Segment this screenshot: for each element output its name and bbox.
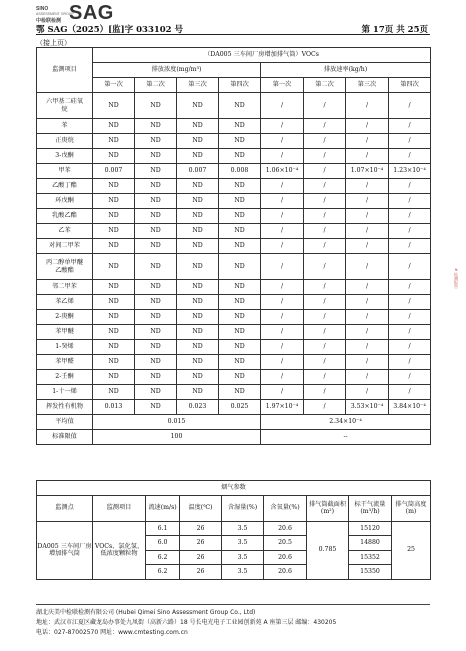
table-row bbox=[37, 400, 431, 415]
limit-row bbox=[37, 430, 431, 445]
table-cell: 1.07×10⁻⁴ bbox=[346, 164, 389, 179]
table-row bbox=[37, 239, 431, 254]
table-cell: / bbox=[304, 239, 346, 254]
table-cell: ND bbox=[219, 280, 261, 295]
table-row bbox=[37, 209, 431, 224]
table-cell: / bbox=[261, 194, 304, 209]
footer-address: 地址：武汉市江夏区藏龙岛办事处九凤街（高新六路）18 号长电光电子工业园创新苑 A 座第三层 邮编：430205 bbox=[36, 619, 337, 626]
table-cell: ND bbox=[135, 93, 177, 119]
table-cell: ND bbox=[93, 224, 135, 239]
table-row bbox=[37, 93, 431, 119]
table-cell: / bbox=[261, 134, 304, 149]
table-cell: 3.53×10⁻⁴ bbox=[346, 400, 389, 415]
table-cell: ND bbox=[135, 280, 177, 295]
table-cell: 0.007 bbox=[177, 164, 219, 179]
table-row bbox=[37, 280, 431, 295]
temp-header: 温度(℃) bbox=[180, 495, 222, 521]
limit-concentration: 100 bbox=[93, 430, 261, 445]
continued-note: （接上页） bbox=[36, 39, 71, 47]
table-cell: ND bbox=[219, 194, 261, 209]
table-cell: / bbox=[346, 254, 389, 280]
dry-flow-header: 标干气流量(m³/h) bbox=[349, 495, 392, 521]
moisture-header: 含湿量(%) bbox=[222, 495, 264, 521]
item-column-header: 监测项目 bbox=[37, 48, 93, 93]
temp-cell: 26 bbox=[180, 550, 222, 565]
flow-cell: 6.2 bbox=[146, 550, 180, 565]
table-row bbox=[37, 370, 431, 385]
table-cell: / bbox=[389, 325, 431, 340]
table-cell: ND bbox=[93, 119, 135, 134]
table-cell: / bbox=[389, 224, 431, 239]
table-cell: ND bbox=[219, 93, 261, 119]
oxygen-header: 含氧量(%) bbox=[264, 495, 307, 521]
area-cell: 0.785 bbox=[307, 521, 349, 579]
table-cell: / bbox=[304, 340, 346, 355]
logo-top-text: SINO bbox=[36, 6, 49, 12]
point-header: 监测点 bbox=[37, 495, 93, 521]
table-cell: / bbox=[304, 370, 346, 385]
table-cell: / bbox=[261, 254, 304, 280]
table-cell: ND bbox=[135, 239, 177, 254]
table-cell: ND bbox=[219, 325, 261, 340]
table-cell: ND bbox=[93, 239, 135, 254]
table-cell: / bbox=[261, 209, 304, 224]
oxygen-cell: 20.6 bbox=[264, 565, 307, 580]
pollutant-name: 挥发性有机物 bbox=[37, 400, 93, 415]
table-cell: / bbox=[389, 149, 431, 164]
run-header: 第三次 bbox=[346, 78, 389, 93]
table-cell: / bbox=[261, 370, 304, 385]
limit-rate: -- bbox=[261, 430, 431, 445]
table-cell: / bbox=[304, 280, 346, 295]
table-cell: ND bbox=[177, 295, 219, 310]
table-cell: / bbox=[346, 355, 389, 370]
table-cell: / bbox=[389, 254, 431, 280]
concentration-header: 排放浓度(mg/m³) bbox=[93, 63, 261, 78]
table-cell: / bbox=[389, 194, 431, 209]
logo-sub-text: ASSESSMENT GROUP bbox=[36, 12, 74, 16]
limit-label: 标准限值 bbox=[37, 430, 93, 445]
flue-gas-table bbox=[36, 480, 431, 580]
table-cell: / bbox=[304, 310, 346, 325]
table-cell: / bbox=[389, 385, 431, 400]
oxygen-cell: 20.6 bbox=[264, 550, 307, 565]
pollutant-name: 苯乙烯 bbox=[37, 295, 93, 310]
table-cell: ND bbox=[93, 295, 135, 310]
table-cell: / bbox=[304, 385, 346, 400]
table-cell: ND bbox=[135, 254, 177, 280]
run-header: 第一次 bbox=[261, 78, 304, 93]
table-cell: / bbox=[389, 310, 431, 325]
table-cell: ND bbox=[177, 310, 219, 325]
table-cell: / bbox=[261, 385, 304, 400]
table-cell: 1.06×10⁻⁴ bbox=[261, 164, 304, 179]
table-cell: ND bbox=[177, 340, 219, 355]
table-cell: ND bbox=[93, 194, 135, 209]
pollutant-name: 1-十一烯 bbox=[37, 385, 93, 400]
pollutant-name: 对间二甲苯 bbox=[37, 239, 93, 254]
table-cell: ND bbox=[93, 370, 135, 385]
table-cell: ND bbox=[93, 134, 135, 149]
oxygen-cell: 20.6 bbox=[264, 521, 307, 536]
report-number: 鄂 SAG（2025）[监]字 033102 号 bbox=[36, 25, 184, 35]
table-cell: ND bbox=[177, 254, 219, 280]
logo-sag-text: SAG bbox=[69, 2, 114, 24]
pollutant-name: 1-癸烯 bbox=[37, 340, 93, 355]
table-cell: / bbox=[304, 93, 346, 119]
area-header: 排气筒截面积(m²) bbox=[307, 495, 349, 521]
pollutant-name: 甲苯 bbox=[37, 164, 93, 179]
table-cell: / bbox=[261, 280, 304, 295]
table-cell: ND bbox=[93, 385, 135, 400]
table-cell: 0.008 bbox=[219, 164, 261, 179]
rate-header: 排放速率(kg/h) bbox=[261, 63, 431, 78]
table-cell: / bbox=[389, 209, 431, 224]
table-cell: ND bbox=[219, 209, 261, 224]
table-cell: / bbox=[389, 239, 431, 254]
table-cell: ND bbox=[177, 179, 219, 194]
table-cell: 3.84×10⁻⁴ bbox=[389, 400, 431, 415]
table-cell: / bbox=[304, 164, 346, 179]
dry-flow-cell: 15352 bbox=[349, 550, 392, 565]
moisture-cell: 3.5 bbox=[222, 565, 264, 580]
table-cell: / bbox=[346, 179, 389, 194]
average-label: 平均值 bbox=[37, 415, 93, 430]
table-cell: ND bbox=[93, 340, 135, 355]
table-cell: / bbox=[304, 224, 346, 239]
table-cell: ND bbox=[93, 254, 135, 280]
table-cell: ND bbox=[93, 280, 135, 295]
pollutant-name: 苯甲醚 bbox=[37, 325, 93, 340]
moisture-cell: 3.5 bbox=[222, 536, 264, 551]
monitoring-items: VOCs、氯化氢、低浓度颗粒物 bbox=[93, 521, 146, 579]
table-cell: / bbox=[304, 119, 346, 134]
pollutant-name: 乙苯 bbox=[37, 224, 93, 239]
footer-divider bbox=[36, 604, 430, 605]
average-concentration: 0.015 bbox=[93, 415, 261, 430]
flow-cell: 6.0 bbox=[146, 536, 180, 551]
table-cell: / bbox=[261, 93, 304, 119]
table-cell: ND bbox=[219, 149, 261, 164]
table-cell: ND bbox=[219, 310, 261, 325]
table-cell: ND bbox=[135, 325, 177, 340]
table-cell: ND bbox=[135, 355, 177, 370]
table-cell: ND bbox=[219, 119, 261, 134]
table-cell: ND bbox=[177, 280, 219, 295]
pollutant-name: 乳酸乙酯 bbox=[37, 209, 93, 224]
table-cell: ND bbox=[177, 119, 219, 134]
table-cell: ND bbox=[219, 134, 261, 149]
table-cell: / bbox=[346, 93, 389, 119]
table-cell: / bbox=[389, 355, 431, 370]
table-cell: / bbox=[261, 179, 304, 194]
table-cell: / bbox=[389, 370, 431, 385]
height-header: 排气筒高度(m) bbox=[392, 495, 431, 521]
table-cell: ND bbox=[135, 149, 177, 164]
table2-title: 烟气参数 bbox=[37, 481, 431, 496]
run-header: 第四次 bbox=[389, 78, 431, 93]
table-row bbox=[37, 295, 431, 310]
pollutant-name: 苯 bbox=[37, 119, 93, 134]
table-row bbox=[37, 385, 431, 400]
table-cell: ND bbox=[219, 254, 261, 280]
table-cell: / bbox=[261, 325, 304, 340]
table-cell: / bbox=[346, 239, 389, 254]
table-cell: / bbox=[346, 340, 389, 355]
item-header: 监测项目 bbox=[93, 495, 146, 521]
average-row bbox=[37, 415, 431, 430]
table-cell: ND bbox=[135, 310, 177, 325]
table-cell: / bbox=[389, 340, 431, 355]
table-cell: 1.97×10⁻⁴ bbox=[261, 400, 304, 415]
table-cell: / bbox=[261, 149, 304, 164]
table-cell: / bbox=[304, 325, 346, 340]
pollutant-name: 乙酸丁酯 bbox=[37, 179, 93, 194]
table-row bbox=[37, 164, 431, 179]
table-cell: / bbox=[304, 149, 346, 164]
table-cell: 1.23×10⁻⁴ bbox=[389, 164, 431, 179]
table-cell: ND bbox=[177, 93, 219, 119]
pollutant-name: 邻二甲苯 bbox=[37, 280, 93, 295]
pollutant-name: 正庚烷 bbox=[37, 134, 93, 149]
table-cell: / bbox=[346, 280, 389, 295]
table-cell: ND bbox=[177, 209, 219, 224]
table-row bbox=[37, 325, 431, 340]
table-cell: / bbox=[304, 355, 346, 370]
table-cell: / bbox=[389, 119, 431, 134]
table-cell: / bbox=[304, 194, 346, 209]
table-cell: 0.013 bbox=[93, 400, 135, 415]
oxygen-cell: 20.5 bbox=[264, 536, 307, 551]
table-row bbox=[37, 179, 431, 194]
table-cell: ND bbox=[135, 370, 177, 385]
average-rate: 2.34×10⁻⁴ bbox=[261, 415, 431, 430]
run-header: 第三次 bbox=[177, 78, 219, 93]
flow-cell: 6.1 bbox=[146, 521, 180, 536]
table-cell: / bbox=[304, 209, 346, 224]
table-cell: ND bbox=[219, 295, 261, 310]
table-cell: / bbox=[346, 310, 389, 325]
table-row bbox=[37, 254, 431, 280]
pollutant-name: 2-壬酮 bbox=[37, 370, 93, 385]
table-row bbox=[37, 149, 431, 164]
table-cell: / bbox=[346, 119, 389, 134]
table-cell: / bbox=[304, 134, 346, 149]
table-cell: ND bbox=[135, 134, 177, 149]
table-cell: ND bbox=[93, 355, 135, 370]
table-cell: / bbox=[346, 134, 389, 149]
table-row bbox=[37, 521, 431, 536]
table-cell: ND bbox=[177, 385, 219, 400]
table-row bbox=[37, 134, 431, 149]
table-cell: ND bbox=[135, 194, 177, 209]
footer-contact: 电话：027-87002570 网址：www.cmtesting.com.cn bbox=[36, 629, 188, 636]
table-cell: / bbox=[389, 295, 431, 310]
table-cell: / bbox=[261, 310, 304, 325]
table-cell: ND bbox=[177, 224, 219, 239]
table1-title: （DA005 三车间厂房增加排气筒）VOCs bbox=[93, 48, 431, 63]
dry-flow-cell: 14880 bbox=[349, 536, 392, 551]
dry-flow-cell: 15350 bbox=[349, 565, 392, 580]
table-cell: / bbox=[389, 280, 431, 295]
table-row bbox=[37, 355, 431, 370]
table-cell: ND bbox=[135, 209, 177, 224]
moisture-cell: 3.5 bbox=[222, 521, 264, 536]
run-header: 第二次 bbox=[135, 78, 177, 93]
pollutant-name: 六甲基二硅氧烷 bbox=[37, 93, 93, 119]
pollutant-name: 2-庚酮 bbox=[37, 310, 93, 325]
table-cell: ND bbox=[135, 385, 177, 400]
pollutant-name: 3-戊酮 bbox=[37, 149, 93, 164]
table-cell: / bbox=[261, 295, 304, 310]
table-cell: ND bbox=[93, 149, 135, 164]
table-cell: ND bbox=[177, 149, 219, 164]
table-cell: / bbox=[261, 239, 304, 254]
table-cell: ND bbox=[135, 224, 177, 239]
height-cell: 25 bbox=[392, 521, 431, 579]
table-row bbox=[37, 340, 431, 355]
table-cell: ND bbox=[219, 385, 261, 400]
temp-cell: 26 bbox=[180, 565, 222, 580]
table-cell: ND bbox=[135, 179, 177, 194]
table-cell: / bbox=[346, 370, 389, 385]
table-cell: / bbox=[261, 224, 304, 239]
table-cell: 0.007 bbox=[93, 164, 135, 179]
table-cell: / bbox=[261, 355, 304, 370]
table-cell: / bbox=[261, 340, 304, 355]
table-cell: / bbox=[346, 385, 389, 400]
table-cell: 0.023 bbox=[177, 400, 219, 415]
logo-cn-text: 中检联检测 bbox=[36, 18, 62, 24]
table-cell: / bbox=[346, 209, 389, 224]
table-cell: ND bbox=[219, 370, 261, 385]
table-cell: ND bbox=[177, 239, 219, 254]
flow-header: 流速(m/s) bbox=[146, 495, 180, 521]
table-cell: ND bbox=[135, 164, 177, 179]
page-number: 第 17页 共 25页 bbox=[361, 25, 428, 35]
table-cell: / bbox=[389, 134, 431, 149]
table-cell: ND bbox=[177, 134, 219, 149]
table-cell: ND bbox=[177, 370, 219, 385]
table-cell: / bbox=[304, 254, 346, 280]
table-cell: ND bbox=[219, 224, 261, 239]
table-cell: / bbox=[346, 149, 389, 164]
monitoring-point: DA005 三车间厂房增加排气筒 bbox=[37, 521, 93, 579]
run-header: 第一次 bbox=[93, 78, 135, 93]
table-cell: / bbox=[346, 295, 389, 310]
table-row bbox=[37, 119, 431, 134]
table-cell: ND bbox=[177, 355, 219, 370]
table-cell: ND bbox=[93, 310, 135, 325]
dry-flow-cell: 15120 bbox=[349, 521, 392, 536]
pollutant-name: 环戊酮 bbox=[37, 194, 93, 209]
table-row bbox=[37, 194, 431, 209]
table-cell: / bbox=[304, 179, 346, 194]
table-cell: ND bbox=[219, 239, 261, 254]
table-row bbox=[37, 224, 431, 239]
table-cell: ND bbox=[177, 194, 219, 209]
flow-cell: 6.2 bbox=[146, 565, 180, 580]
table-cell: ND bbox=[219, 355, 261, 370]
table-cell: / bbox=[304, 400, 346, 415]
footer-company: 湖北庆美中检联检测有限公司 (Hubei Qimei Sino Assessment Group Co., Ltd) bbox=[36, 609, 256, 616]
table-cell: / bbox=[389, 93, 431, 119]
header-divider bbox=[36, 34, 430, 35]
table-cell: ND bbox=[93, 93, 135, 119]
table-cell: ND bbox=[135, 119, 177, 134]
table-cell: / bbox=[261, 119, 304, 134]
table-cell: 0.025 bbox=[219, 400, 261, 415]
table-cell: / bbox=[389, 179, 431, 194]
table-cell: / bbox=[346, 325, 389, 340]
pollutant-name: 苯甲醛 bbox=[37, 355, 93, 370]
table-cell: ND bbox=[219, 179, 261, 194]
table-cell: ND bbox=[177, 325, 219, 340]
table-cell: ND bbox=[135, 400, 177, 415]
temp-cell: 26 bbox=[180, 536, 222, 551]
vocs-emission-table bbox=[36, 47, 431, 445]
table-cell: / bbox=[346, 194, 389, 209]
table-cell: ND bbox=[135, 295, 177, 310]
table-cell: ND bbox=[93, 325, 135, 340]
run-header: 第二次 bbox=[304, 78, 346, 93]
side-stamp: # 检测报告 bbox=[454, 268, 459, 289]
table-cell: ND bbox=[219, 340, 261, 355]
table-cell: / bbox=[304, 295, 346, 310]
table-cell: ND bbox=[93, 179, 135, 194]
run-header: 第四次 bbox=[219, 78, 261, 93]
temp-cell: 26 bbox=[180, 521, 222, 536]
table-cell: / bbox=[346, 224, 389, 239]
pollutant-name: 丙二醇单甲醚乙酸酯 bbox=[37, 254, 93, 280]
moisture-cell: 3.5 bbox=[222, 550, 264, 565]
table-row bbox=[37, 310, 431, 325]
table-cell: ND bbox=[93, 209, 135, 224]
table-cell: ND bbox=[135, 340, 177, 355]
